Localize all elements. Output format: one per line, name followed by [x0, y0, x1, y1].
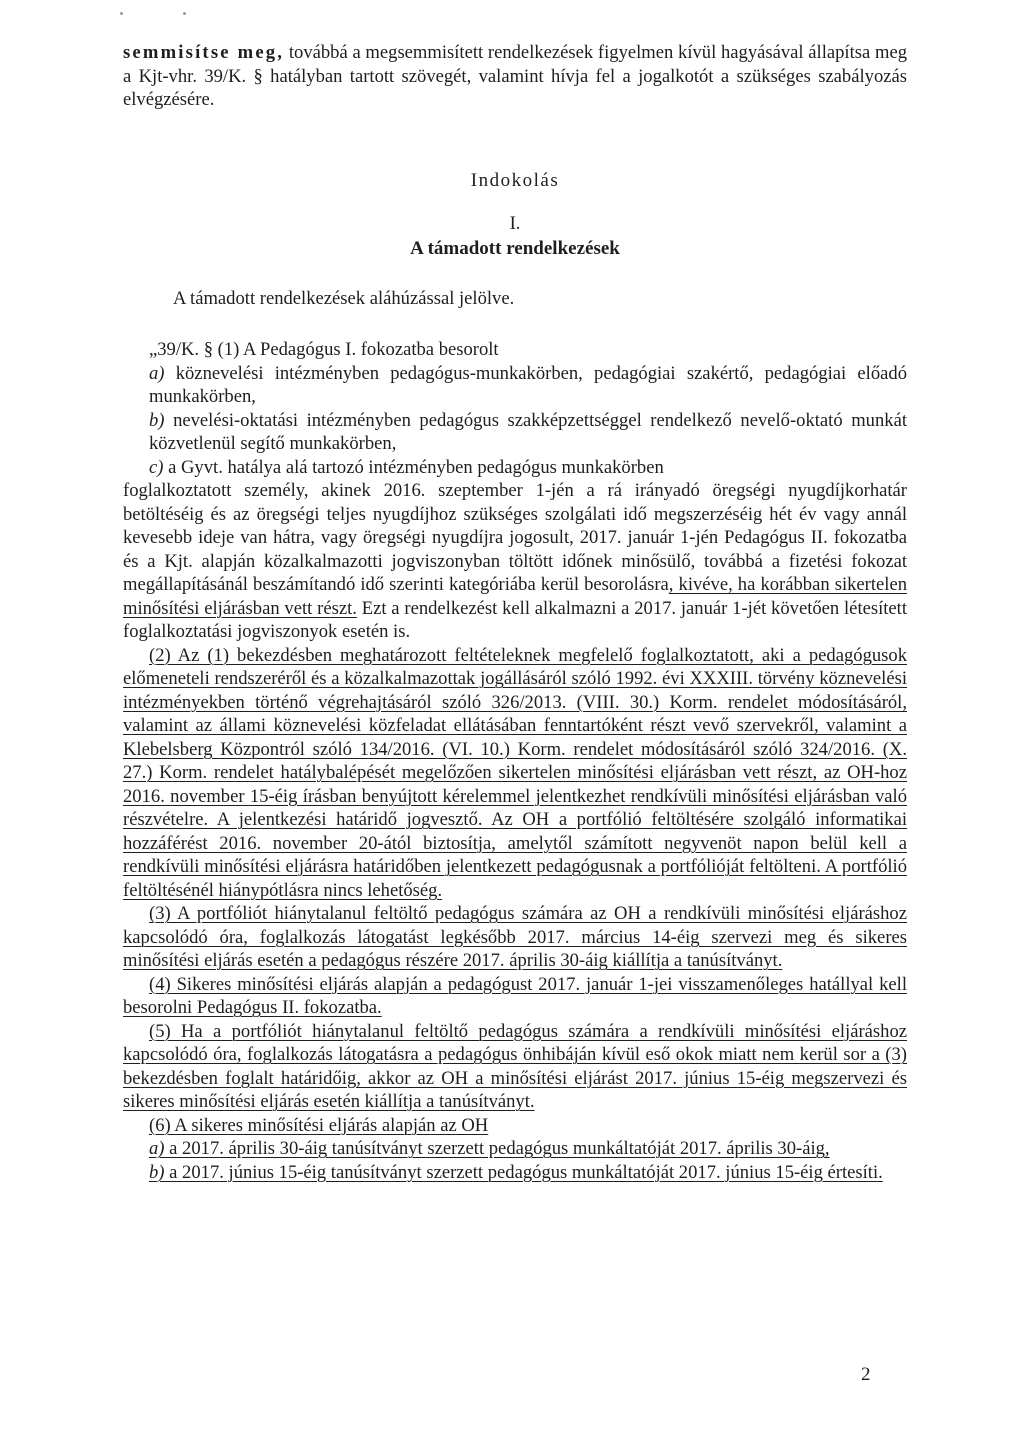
- point-c-text: a Gyvt. hatálya alá tartozó intézményben pedagógus munkakörben: [163, 456, 664, 478]
- point-a-text: köznevelési intézményben pedagógus-munkakörben, pedagógiai szakértő, pedagógiai előadó munkakörben,: [149, 362, 907, 407]
- intro-paragraph: [123, 41, 907, 112]
- intro-spaced-verb: semmisítse meg,: [123, 42, 285, 63]
- paragraph-1-body: [123, 479, 907, 644]
- paragraph-6: [123, 1114, 907, 1138]
- paragraph-5-text: (5) Ha a portfóliót hiánytalanul feltöltő pedagógus számára a rendkívüli minősítési eljáráshoz kapcsolódó óra, foglalkozás látogatásra a pedagógus önhibáján kívül eső okok miatt nem kerül sor a (3) bekezdésben foglalt határidőig, akkor az OH a minősítési eljárást 2017. június 15-éig megszervezi és sikeres minősítési eljárás esetén kiállítja a tanúsítványt.: [123, 1020, 907, 1112]
- paragraph-6-head: (6) A sikeres minősítési eljárás alapján az OH: [149, 1114, 489, 1136]
- paragraph-3-text: (3) A portfóliót hiánytalanul feltöltő pedagógus számára az OH a rendkívüli minősítési eljáráshoz kapcsolódó óra, foglalkozás látogatást legkésőbb 2017. március 14-éig szervezi meg és sikeres minősítési eljárás esetén a pedagógus részére 2017. április 30-áig kiállítja a tanúsítványt.: [123, 903, 907, 971]
- section-title: A támadott rendelkezések: [410, 238, 620, 259]
- paragraph-1-closing: Ezt a rendelkezést kell alkalmazni a 2017. január 1-jét követően létesített foglalkoztatási jogviszonyok esetén is.: [123, 597, 908, 642]
- section-roman-numeral: I.: [509, 213, 521, 234]
- paragraph-4-text: (4) Sikeres minősítési eljárás alapján a pedagógust 2017. január 1-jei visszamenőleges hatállyal kell besorolni Pedagógus II. fokozatba.: [123, 973, 907, 1018]
- page-number: 2: [861, 1364, 871, 1385]
- paragraph-2-text: (2) Az (1) bekezdésben meghatározott feltételeknek megfelelő foglalkoztatott, aki a pedagógusok előmeneteli rendszeréről és a közalkalmazottak jogállásáról szóló 1992. évi XXXIII. törvény köznevelési intézményekben történő végrehajtásáról szóló 326/2013. (VIII. 30.) Korm. rendelet módosításáról, valamint az állami köznevelési közfeladat ellátásában fenntartóként részt vevő szervekről, valamint a Klebelsberg Központról szóló 134/2016. (VI. 10.) Korm. rendelet módosításáról szóló 324/2016. (X. 27.) Korm. rendelet hatálybalépését megelőzően sikertelen minősítési eljárásban vett részt, az OH-hoz 2016. november 15-éig írásban benyújtott kérelemmel jelentkezhet rendkívüli minősítési eljárásban való részvételre. A jelentkezési határidő jogvesztő. Az OH a portfólió feltöltésére szolgáló informatikai hozzáférést 2016. november 20-ától biztosítja, amelytől számított negyvenöt napon belül kell a rendkívüli minősítési eljárásra határidőben jelentkezett pedagógusnak a portfólióját feltölteni. A portfólió feltöltésénél hiánypótlásra nincs lehetőség.: [123, 644, 907, 901]
- paragraph-6-point-b-text: a 2017. június 15-éig tanúsítványt szerzett pedagógus munkáltatóját 2017. június 15-éig értesíti.: [164, 1161, 883, 1183]
- underline-note: A támadott rendelkezések aláhúzással jelölve.: [173, 288, 515, 309]
- scan-speck: [120, 12, 123, 15]
- paragraph-2: [123, 644, 907, 903]
- paragraph-5: [123, 1020, 907, 1114]
- intro-text: továbbá a megsemmisített rendelkezések figyelmen kívül hagyásával állapítsa meg a Kjt-vhr. 39/K. § hatályban tartott szövegét, valamint hívja fel a jogalkotót a szükséges szabályozás elvégzésére.: [123, 42, 907, 110]
- paragraph-6-point-a-label: a): [149, 1138, 165, 1159]
- point-a-label: a): [149, 362, 165, 384]
- paragraph-1-head: „39/K. § (1) A Pedagógus I. fokozatba besorolt: [149, 339, 499, 360]
- paragraph-6-point-b-label: b): [149, 1161, 165, 1183]
- paragraph-6-point-b: [123, 1161, 907, 1185]
- paragraph-1-main-text: foglalkoztatott személy, akinek 2016. szeptember 1-jén a rá irányadó öregségi nyugdíjkorhatár betöltéséig és az öregségi teljes nyugdíjhoz szükséges szolgálati idő megszerzéséig hét év vagy annál kevesebb ideje van hátra, vagy öregségi nyugdíjra jogosult, 2017. január 1-jén Pedagógus II. fokozatba és a Kjt. alapján közalkalmazotti jogviszonyban töltött időnek minősülő, továbbá a fizetési fokozat megállapításánál beszámítandó idő szerinti kategóriába kerül besorolásra: [123, 480, 907, 595]
- paragraph-3: [123, 902, 907, 973]
- point-c: [123, 456, 907, 480]
- paragraph-1-underlined-tail: , kivéve, ha korábban sikertelen minősítési eljárásban vett részt.: [123, 574, 907, 619]
- paragraph-6-point-a-underline: [149, 1138, 830, 1159]
- justification-heading: Indokolás: [470, 170, 560, 191]
- point-b-label: b): [149, 409, 165, 431]
- point-b: [123, 409, 907, 456]
- point-b-text: nevelési-oktatási intézményben pedagógus szakképzettséggel rendelkező nevelő-oktató munkát közvetlenül segítő munkakörben,: [149, 409, 907, 454]
- paragraph-4: [123, 973, 907, 1020]
- point-a: [123, 362, 907, 409]
- paragraph-6-point-a-text: a 2017. április 30-áig tanúsítványt szerzett pedagógus munkáltatóját 2017. április 30-áig,: [164, 1138, 830, 1159]
- scan-speck: [183, 12, 186, 15]
- quoted-regulation: [123, 338, 907, 1184]
- point-c-label: c): [149, 456, 164, 478]
- paragraph-6-point-b-underline: [149, 1162, 883, 1183]
- paragraph-6-point-a: [123, 1137, 907, 1161]
